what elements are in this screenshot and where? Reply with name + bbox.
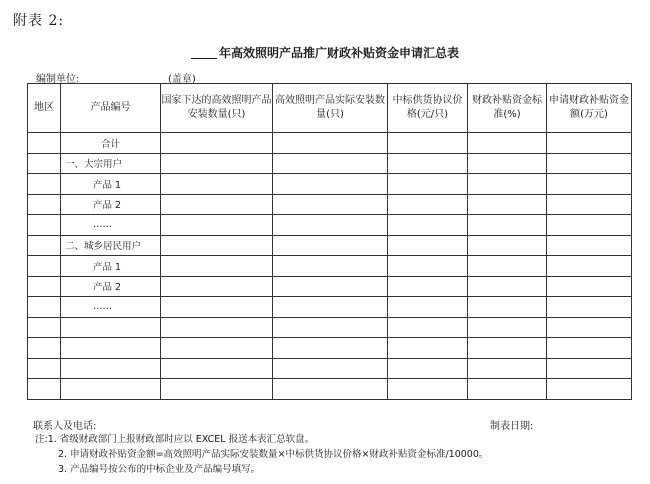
data-cell [161, 256, 273, 277]
product-cell: 一、大宗用户 [61, 153, 161, 174]
form-title [0, 44, 650, 61]
data-cell [468, 317, 547, 338]
data-cell [468, 194, 547, 215]
data-cell [161, 235, 273, 256]
table-row [28, 235, 632, 256]
header-cell: 财政补贴资金标准(%) [468, 84, 547, 133]
product-cell [61, 358, 161, 379]
product-cell: 合计 [61, 133, 161, 154]
header-cell: 国家下达的高效照明产品安装数量(只) [161, 84, 273, 133]
product-cell: 产品 1 [61, 174, 161, 195]
data-cell [547, 194, 632, 215]
data-cell [273, 297, 388, 318]
year-blank [191, 58, 217, 59]
data-cell [273, 358, 388, 379]
data-cell [388, 153, 468, 174]
data-cell [161, 276, 273, 297]
summary-table [27, 83, 632, 400]
data-cell [273, 338, 388, 359]
data-cell [468, 256, 547, 277]
data-cell [273, 276, 388, 297]
data-cell [547, 276, 632, 297]
note-line: 注:1. 省级财政部门上报财政部时应以 EXCEL 报送本表汇总软盘。 [35, 434, 315, 445]
region-cell [28, 235, 61, 256]
table-row [28, 317, 632, 338]
seal-label: (盖章) [168, 74, 196, 85]
data-cell [468, 276, 547, 297]
data-cell [388, 317, 468, 338]
product-cell: 产品 1 [61, 256, 161, 277]
date-label: 制表日期: [490, 421, 534, 432]
data-cell [547, 338, 632, 359]
compiling-unit-label: 编制单位: [36, 74, 80, 85]
data-cell [161, 194, 273, 215]
data-cell [468, 153, 547, 174]
data-cell [468, 215, 547, 236]
data-cell [547, 317, 632, 338]
data-cell [161, 317, 273, 338]
data-cell [161, 338, 273, 359]
form-title-text: 年高效照明产品推广财政补贴资金申请汇总表 [218, 46, 459, 60]
data-cell [388, 256, 468, 277]
data-cell [273, 256, 388, 277]
product-cell [61, 317, 161, 338]
data-cell [161, 133, 273, 154]
product-cell: 二、城乡居民用户 [61, 235, 161, 256]
table-row [28, 338, 632, 359]
data-cell [273, 379, 388, 400]
data-cell [388, 297, 468, 318]
table-row [28, 133, 632, 154]
region-cell [28, 194, 61, 215]
data-cell [273, 174, 388, 195]
data-cell [273, 235, 388, 256]
data-cell [388, 215, 468, 236]
table-row [28, 358, 632, 379]
data-cell [468, 358, 547, 379]
data-cell [547, 379, 632, 400]
data-cell [161, 297, 273, 318]
product-cell [61, 379, 161, 400]
product-cell: …… [61, 215, 161, 236]
table-row [28, 153, 632, 174]
data-cell [161, 215, 273, 236]
data-cell [388, 358, 468, 379]
data-cell [547, 358, 632, 379]
data-cell [273, 215, 388, 236]
data-cell [547, 297, 632, 318]
table-header-row [28, 84, 632, 133]
table-row [28, 215, 632, 236]
region-cell [28, 379, 61, 400]
header-cell: 高效照明产品实际安装数量(只) [273, 84, 388, 133]
region-cell [28, 133, 61, 154]
data-cell [388, 338, 468, 359]
contact-label: 联系人及电话: [33, 421, 97, 432]
data-cell [388, 276, 468, 297]
data-cell [468, 235, 547, 256]
table-row [28, 174, 632, 195]
header-cell: 地区 [28, 84, 61, 133]
region-cell [28, 276, 61, 297]
region-cell [28, 215, 61, 236]
data-cell [547, 235, 632, 256]
region-cell [28, 358, 61, 379]
product-cell: 产品 2 [61, 276, 161, 297]
region-cell [28, 297, 61, 318]
data-cell [547, 133, 632, 154]
table-row [28, 256, 632, 277]
header-cell: 申请财政补贴资金额(万元) [547, 84, 632, 133]
header-cell: 产品编号 [61, 84, 161, 133]
data-cell [161, 379, 273, 400]
data-cell [468, 297, 547, 318]
note-line: 3. 产品编号按公布的中标企业及产品编号填写。 [58, 464, 261, 475]
data-cell [547, 153, 632, 174]
data-cell [388, 194, 468, 215]
data-cell [273, 317, 388, 338]
notes [35, 432, 488, 477]
data-cell [161, 174, 273, 195]
data-cell [547, 256, 632, 277]
data-cell [388, 379, 468, 400]
product-cell: 产品 2 [61, 194, 161, 215]
data-cell [547, 215, 632, 236]
region-cell [28, 338, 61, 359]
data-cell [468, 338, 547, 359]
data-cell [161, 358, 273, 379]
header-cell: 中标供货协议价格(元/只) [388, 84, 468, 133]
product-cell: …… [61, 297, 161, 318]
appendix-label: 附表 2: [13, 13, 65, 29]
table-row [28, 379, 632, 400]
data-cell [388, 133, 468, 154]
table-row [28, 297, 632, 318]
data-cell [273, 194, 388, 215]
table-row [28, 194, 632, 215]
region-cell [28, 174, 61, 195]
product-cell [61, 338, 161, 359]
data-cell [468, 133, 547, 154]
data-cell [273, 133, 388, 154]
note-line: 2. 申请财政补贴资金额=高效照明产品实际安装数量×中标供货协议价格×财政补贴资金标准/10000。 [58, 449, 489, 460]
data-cell [273, 153, 388, 174]
data-cell [388, 174, 468, 195]
region-cell [28, 256, 61, 277]
table-row [28, 276, 632, 297]
data-cell [468, 379, 547, 400]
data-cell [468, 174, 547, 195]
data-cell [388, 235, 468, 256]
region-cell [28, 153, 61, 174]
data-cell [547, 174, 632, 195]
region-cell [28, 317, 61, 338]
data-cell [161, 153, 273, 174]
